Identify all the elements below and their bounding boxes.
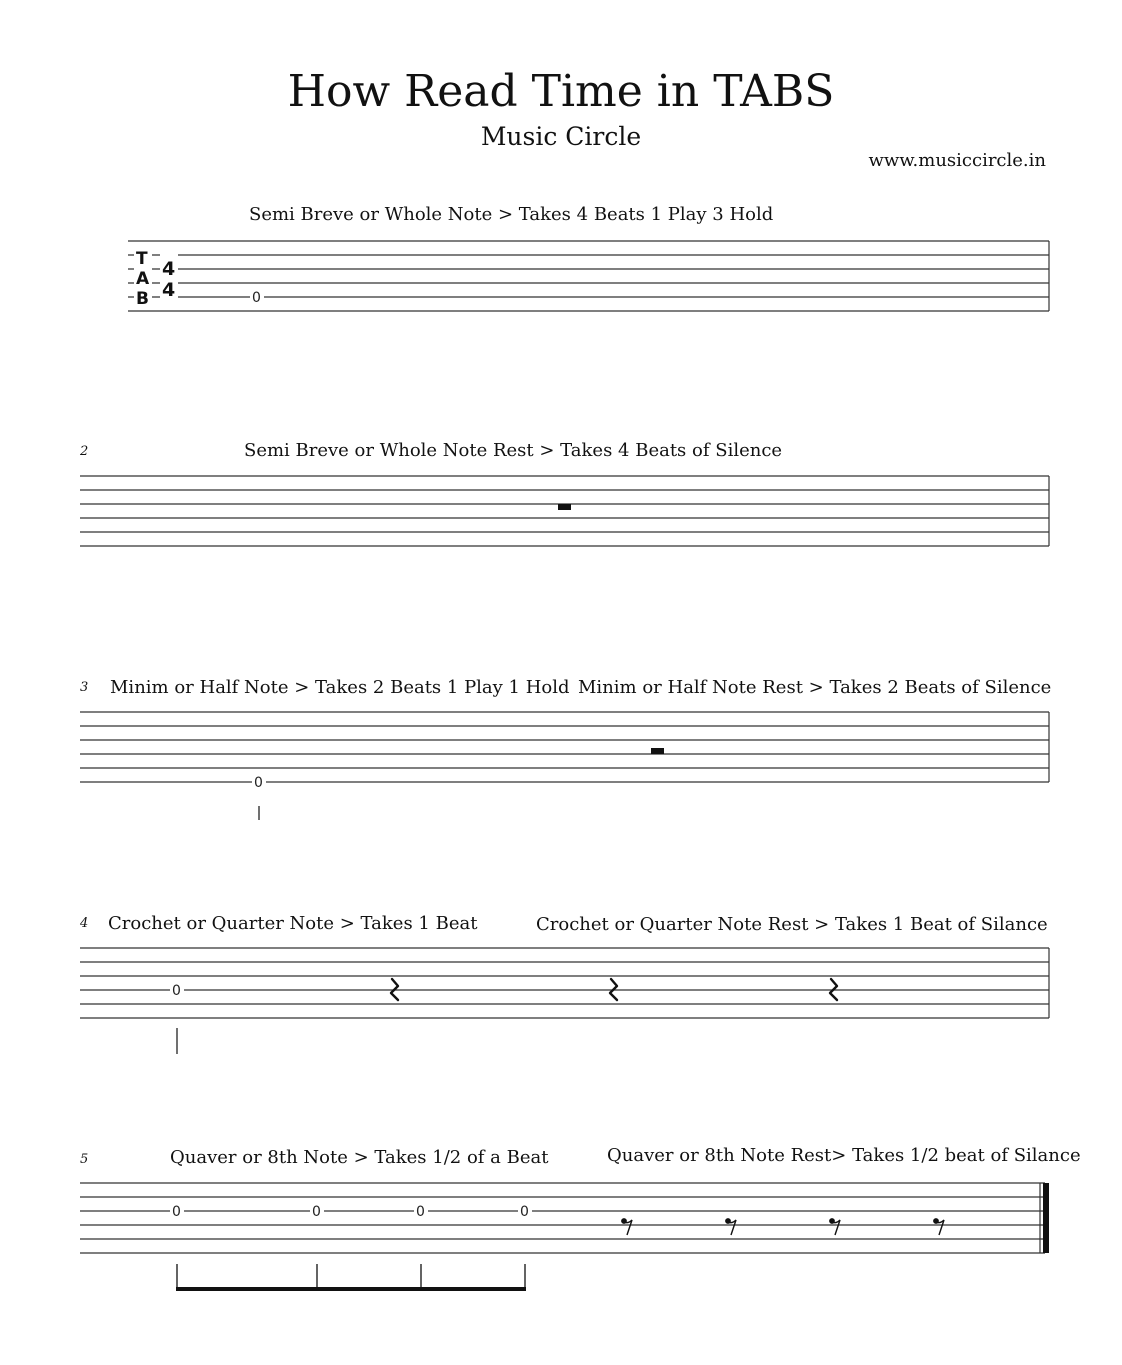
tab-clef (134, 248, 152, 309)
tab-clef-t: T (136, 249, 148, 269)
eighth-rest-1 (622, 1219, 632, 1235)
whole-rest (558, 504, 571, 510)
time-signature-bottom: 4 (162, 279, 176, 301)
half-rest (651, 748, 664, 754)
system-5-staff (80, 1183, 1045, 1253)
system-5-fret-3: 0 (416, 1204, 425, 1220)
system-4-label-note: Crochet or Quarter Note > Takes 1 Beat (108, 913, 478, 934)
system-4-number: 4 (80, 916, 89, 931)
time-signature (160, 254, 178, 301)
system-5-fret-4: 0 (520, 1204, 529, 1220)
system-1-fret: 0 (252, 290, 261, 306)
final-barline (1043, 1183, 1049, 1253)
eighth-rest-4 (934, 1219, 944, 1235)
page-subtitle: Music Circle (480, 122, 642, 151)
system-2-label: Semi Breve or Whole Note Rest > Takes 4 Beats of Silence (244, 440, 783, 461)
system-1-staff (128, 241, 1049, 311)
system-3-staff (80, 712, 1049, 782)
system-3-label-rest: Minim or Half Note Rest > Takes 2 Beats of Silence (578, 677, 1052, 698)
eighth-rest-3 (830, 1219, 840, 1235)
system-4-fret: 0 (172, 983, 181, 999)
eighth-rest-2 (726, 1219, 736, 1235)
system-2-number: 2 (80, 444, 89, 459)
system-2-staff (80, 476, 1049, 546)
system-4-label-rest: Crochet or Quarter Note Rest > Takes 1 Beat of Silance (536, 914, 1048, 935)
system-5-number: 5 (80, 1152, 89, 1167)
system-5-label-rest: Quaver or 8th Note Rest> Takes 1/2 beat of Silance (607, 1145, 1081, 1166)
system-3-number: 3 (80, 680, 89, 695)
tab-clef-b: B (136, 289, 149, 309)
time-signature-top: 4 (162, 258, 176, 280)
system-4-staff (80, 948, 1049, 1018)
system-3-fret: 0 (254, 775, 263, 791)
page-title: How Read Time in TABS (287, 66, 835, 117)
system-5-fret-2: 0 (312, 1204, 321, 1220)
system-5-label-note: Quaver or 8th Note > Takes 1/2 of a Beat (170, 1147, 549, 1168)
system-5-fret-1: 0 (172, 1204, 181, 1220)
tab-clef-a: A (136, 269, 150, 289)
system-1-label: Semi Breve or Whole Note > Takes 4 Beats 1 Play 3 Hold (249, 204, 774, 225)
system-3-label-note: Minim or Half Note > Takes 2 Beats 1 Play 1 Hold (110, 677, 570, 698)
website-url: www.musiccircle.in (868, 150, 1046, 171)
eighth-beam (176, 1287, 526, 1291)
